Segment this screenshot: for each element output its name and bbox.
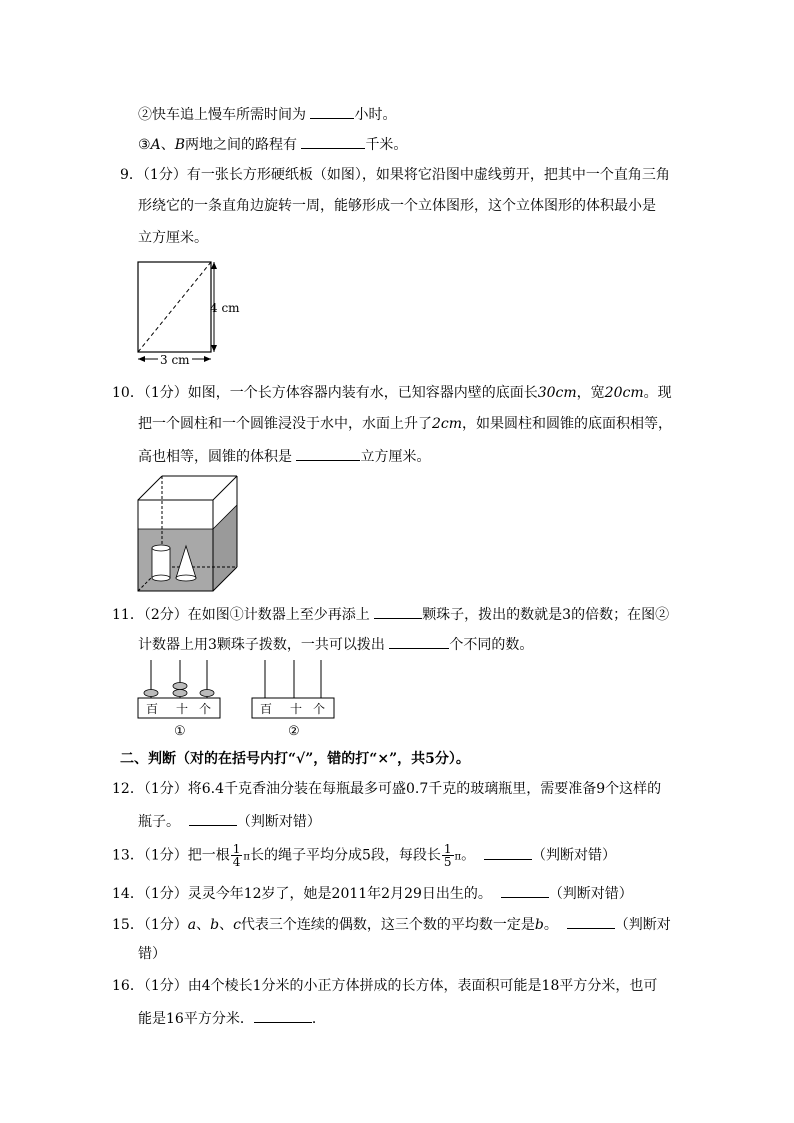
q16-line1: 16．（1分）由4个棱长1分米的小正方体拼成的长方体，表面积可能是18平方分米，也可: [112, 978, 658, 994]
q13-line: 13．（1分）把一根 $\frac{1}{4}$ π长的绳子平均分成5段，每段长 $\frac{1}{5}$ π。 （判断对错）: [112, 842, 616, 869]
q9-line2: 形绕它的一条直角边旋转一周，能够形成一个立体图形，这个立体图形的体积最小是: [138, 198, 656, 214]
q9-line1: 9．（1分）有一张长方形硬纸板（如图），如果将它沿图中虚线剪开，把其中一个直角三角: [120, 167, 670, 183]
answer-blank[interactable]: [254, 1008, 312, 1023]
answer-blank[interactable]: [389, 634, 449, 649]
abacus-label: 十: [176, 702, 189, 716]
rectangle-figure: [130, 255, 250, 370]
q16-line2: 能是16平方分米． ．: [138, 1008, 326, 1028]
q10-line1: 10．（1分）如图，一个长方体容器内装有水，已知容器内壁的底面长30cm，宽20cm。现: [112, 385, 672, 401]
answer-blank[interactable]: [301, 134, 365, 149]
q8-sub3: ③A、B两地之间的路程有 千米。: [138, 134, 407, 154]
q11-line2: 计数器上用3颗珠子拨数，一共可以拨出 个不同的数。: [138, 634, 533, 654]
answer-blank[interactable]: [296, 446, 360, 461]
answer-blank[interactable]: [310, 104, 354, 119]
bead: [173, 683, 187, 690]
bead: [144, 690, 158, 697]
section-title: 二、判断（对的在括号内打“√”，错的打“×”，共5分）。: [120, 751, 470, 767]
judge-blank[interactable]: [189, 811, 237, 826]
q10-line3: 高也相等，圆锥的体积是 立方厘米。: [138, 446, 430, 466]
q9-line3: 立方厘米。: [138, 230, 208, 246]
judge-blank[interactable]: [501, 883, 549, 898]
bead: [200, 690, 214, 697]
abacus-label: 十: [290, 702, 303, 716]
abacus-label: 百: [146, 702, 159, 716]
q12-line1: 12．（1分）将6.4千克香油分装在每瓶最多可盛0.7千克的玻璃瓶里，需要准备9个这样的: [112, 781, 662, 797]
abacus-caption: ②: [288, 724, 300, 739]
q15-line2: 错）: [138, 946, 166, 962]
abacus-label: 个: [199, 702, 212, 716]
container-figure: [130, 470, 245, 595]
q11-line1: 11．（2分）在如图①计数器上至少再添上 颗珠子，拨出的数就是3的倍数；在图②: [112, 604, 669, 624]
judge-blank[interactable]: [484, 845, 532, 860]
abacus-2: [250, 660, 340, 740]
bead: [173, 690, 187, 697]
abacus-caption: ①: [174, 724, 186, 739]
width-label: 3 cm: [160, 353, 190, 367]
abacus-label: 百: [260, 702, 273, 716]
q12-line2: 瓶子。 （判断对错）: [138, 811, 321, 831]
q10-line2: 把一个圆柱和一个圆锥浸没于水中，水面上升了2cm，如果圆柱和圆锥的底面积相等，: [138, 416, 673, 432]
abacus-1: [136, 660, 226, 740]
cylinder-icon: [152, 545, 170, 581]
answer-blank[interactable]: [374, 604, 422, 619]
q15-line1: 15．（1分）a、b、c代表三个连续的偶数，这三个数的平均数一定是b。 （判断对: [112, 914, 671, 934]
height-label: 4 cm: [210, 301, 240, 315]
abacus-label: 个: [313, 702, 326, 716]
q14-line: 14．（1分）灵灵今年12岁了，她是2011年2月29日出生的。 （判断对错）: [112, 883, 633, 903]
judge-blank[interactable]: [567, 914, 615, 929]
q8-sub2: ②快车追上慢车所需时间为 小时。: [138, 104, 396, 124]
